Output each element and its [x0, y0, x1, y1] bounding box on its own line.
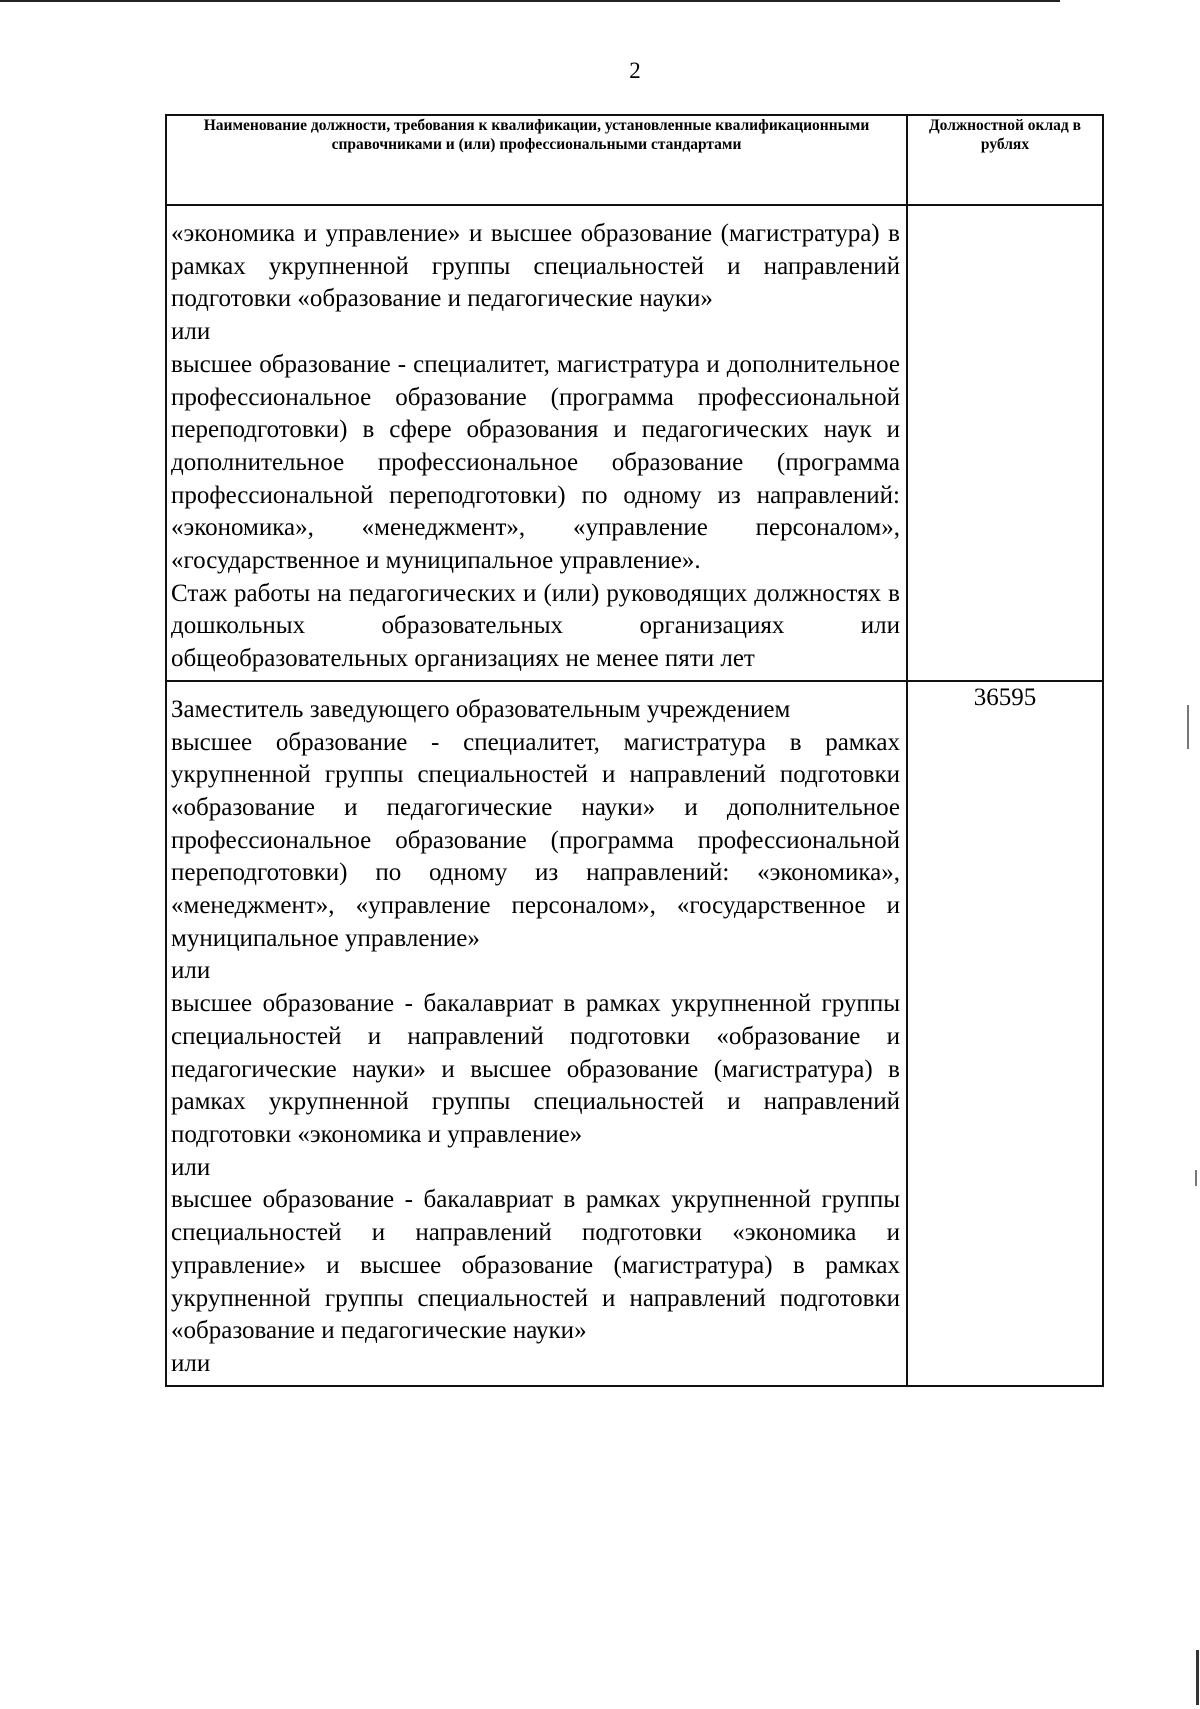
scan-mark: [1195, 1170, 1197, 1186]
position-title: Заместитель заведующего образовательным учреждением: [171, 695, 791, 723]
requirements-paragraph: высшее образование - бакалавриат в рамках укрупненной группы специальностей и направлений подготовки «образование и педагогические науки» и высшее образование (магистратура) в рамках укрупненной группы специальностей и направлений подготовки «экономика и управление»: [171, 990, 900, 1148]
requirements-paragraph: высшее образование - специалитет, магистратура в рамках укрупненной группы специальностей и направлений подготовки «образование и педагогические науки» и дополнительное профессиональное образование (программа профессиональной переподготовки) по одному из направлений: «экономика», «менеджмент», «управление персоналом», «государственное и муниципальное управление»: [171, 728, 900, 952]
page-top-rule: [0, 0, 1060, 2]
requirements-paragraph: «экономика и управление» и высшее образование (магистратура) в рамках укрупненной группы специальностей и направлений подготовки «образование и педагогические науки»: [171, 220, 900, 313]
page-number: 2: [629, 58, 641, 83]
scan-mark: [1196, 1650, 1199, 1705]
table-header-row: [166, 115, 1103, 205]
table-row: [166, 681, 1103, 1386]
requirements-paragraph: или: [171, 957, 211, 985]
header-salary: Должностной оклад в рублях: [907, 115, 1103, 205]
requirements-paragraph: или: [171, 1349, 211, 1377]
requirements-paragraph: высшее образование - бакалавриат в рамках укрупненной группы специальностей и направлений подготовки «экономика и управление» и высшее образование (магистратура) в рамках укрупненной группы специальностей и направлений подготовки «образование и педагогические науки»: [171, 1186, 900, 1345]
table-row: [166, 205, 1103, 681]
requirements-cell: [166, 205, 907, 681]
requirements-paragraph: или: [171, 318, 211, 346]
salary-cell: [907, 205, 1103, 681]
scan-mark: [1187, 705, 1189, 749]
requirements-paragraph: Стаж работы на педагогических и (или) руководящих должностях в дошкольных образовательных организациях или общеобразовательных организациях не менее пяти лет: [171, 579, 900, 673]
header-position-requirements: Наименование должности, требования к квалификации, установленные квалификационными справочниками и (или) профессиональными стандартами: [166, 115, 907, 205]
salary-cell: 36595: [907, 681, 1103, 1386]
requirements-paragraph: или: [171, 1153, 211, 1181]
requirements-paragraph: высшее образование - специалитет, магистратура и дополнительное профессиональное образование (программа профессиональной переподготовки) в сфере образования и педагогических наук и дополнительное профессиональное образование (программа профессиональной переподготовки) по одному из направлений: «экономика», «менеджмент», «управление персоналом», «государственное и муниципальное управление».: [171, 350, 900, 575]
qualification-table: [165, 114, 1104, 1387]
requirements-cell: [166, 681, 907, 1386]
